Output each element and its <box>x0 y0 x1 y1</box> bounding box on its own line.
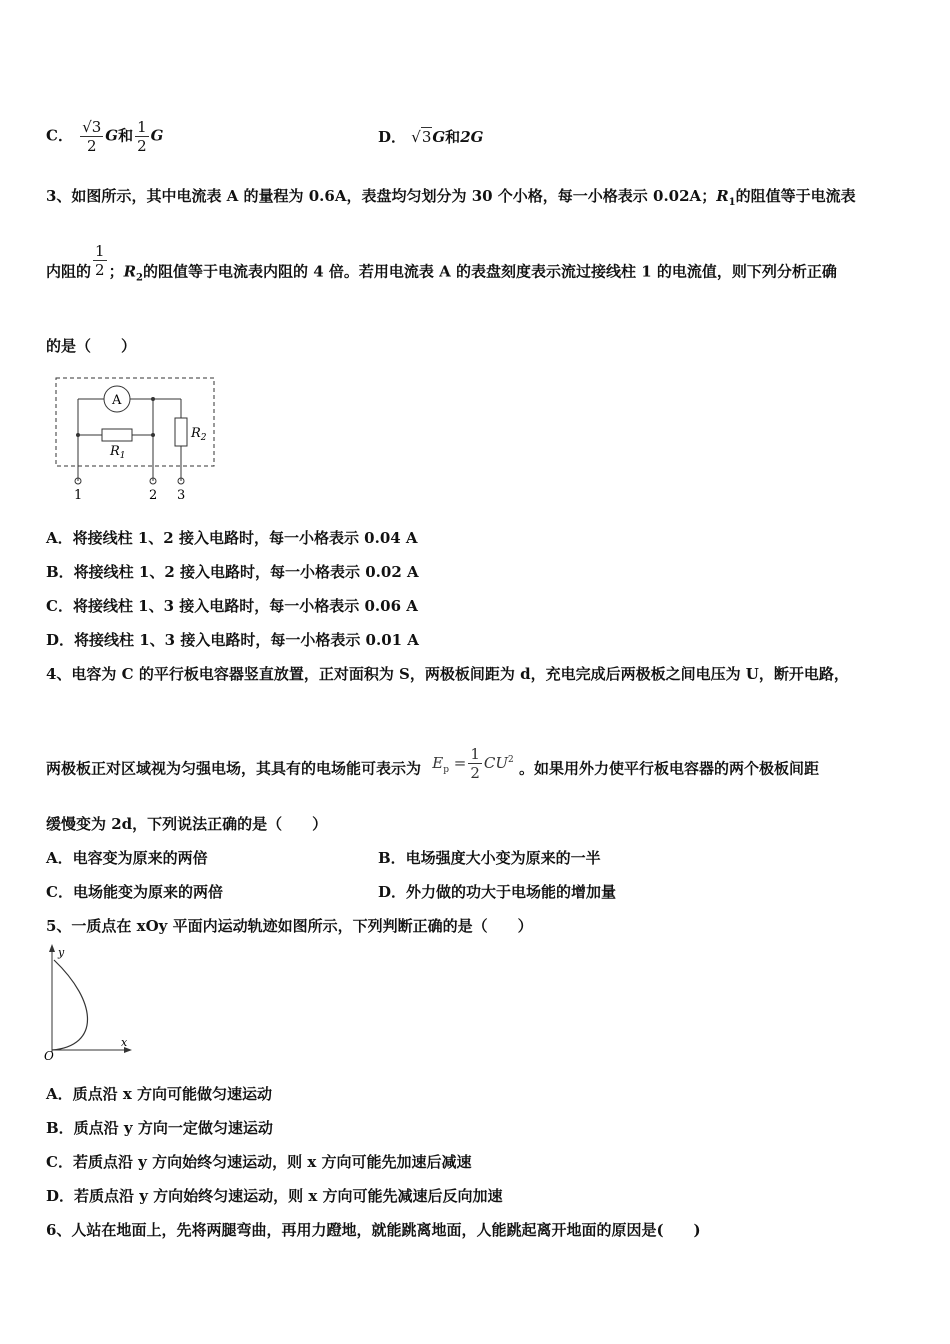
fraction: $\frac{√3}{2}$ <box>82 118 102 155</box>
q5-option-d: D．若质点沿 y 方向始终匀速运动，则 x 方向可能先减速后反向加速 <box>46 1187 503 1205</box>
energy-formula: $E_p$ = $\frac{1}{2}$ $CU^2$ <box>432 745 514 782</box>
circuit-diagram <box>52 373 222 505</box>
q4-option-d: D．外力做的功大于电场能的增加量 <box>378 883 617 901</box>
fraction: $\frac{1}{2}$ <box>95 242 105 279</box>
q4-option-b: B．电场强度大小变为原来的一半 <box>378 849 601 867</box>
terminal-1-label: 1 <box>74 488 83 503</box>
y-axis-arrow-icon <box>49 944 55 952</box>
q5-option-c: C．若质点沿 y 方向始终匀速运动，则 x 方向可能先加速后减速 <box>46 1153 472 1171</box>
sqrt: √3 <box>411 128 432 146</box>
x-label: x <box>121 1036 128 1049</box>
r2-label: $R_2$ <box>191 426 207 443</box>
q3-option-b: B．将接线柱 1、2 接入电路时，每一小格表示 0.02 A <box>46 563 419 581</box>
dashed-box <box>56 378 214 466</box>
q3-stem-line2: 内阻的 $\frac{1}{2}$ ；$R_2$的阻值等于电流表内阻的 4 倍。若用电流表 A 的表盘刻度表示流过接线柱 1 的电流值，则下列分析正确 <box>46 242 837 284</box>
terminal-2-label: 2 <box>149 488 158 503</box>
q4-option-c: C．电场能变为原来的两倍 <box>46 883 223 901</box>
q5-option-a: A．质点沿 x 方向可能做匀速运动 <box>46 1085 273 1103</box>
q5-stem: 5、一质点在 xOy 平面内运动轨迹如图所示，下列判断正确的是（ ） <box>46 917 533 935</box>
resistor-r1-icon <box>102 429 132 441</box>
q6-stem: 6、人站在地面上，先将两腿弯曲，再用力蹬地，就能跳离地面，人能跳起离开地面的原因是( ) <box>46 1221 701 1239</box>
q3-option-c: C．将接线柱 1、3 接入电路时，每一小格表示 0.06 A <box>46 597 418 615</box>
q3-option-d: D．将接线柱 1、3 接入电路时，每一小格表示 0.01 A <box>46 631 419 649</box>
junction-dot <box>151 397 155 401</box>
y-label: y <box>58 946 65 959</box>
q4-option-a: A．电容变为原来的两倍 <box>46 849 208 867</box>
fraction: $\frac{1}{2}$ <box>470 745 480 782</box>
q2-option-c: C． $\frac{√3}{2}$ G和 $\frac{1}{2}$ G <box>46 118 164 155</box>
trajectory-curve <box>52 960 88 1050</box>
q5-option-b: B．质点沿 y 方向一定做匀速运动 <box>46 1119 273 1137</box>
q2-option-d: D． √3G和2G <box>378 128 484 146</box>
origin-label: O <box>44 1049 54 1063</box>
terminal-3-label: 3 <box>177 488 186 503</box>
q3-stem-line1: 3、如图所示，其中电流表 A 的量程为 0.6A，表盘均匀划分为 30 个小格，每一小格表示 0.02A；$R_1$的阻值等于电流表 <box>46 187 856 208</box>
q3-stem-line3: 的是（ ） <box>46 337 137 355</box>
ammeter-label: A <box>112 393 122 408</box>
trajectory-diagram <box>40 942 140 1064</box>
q3-option-a: A．将接线柱 1、2 接入电路时，每一小格表示 0.04 A <box>46 529 418 547</box>
r1-label: $R_1$ <box>110 444 126 461</box>
q4-stem-line3: 缓慢变为 2d，下列说法正确的是（ ） <box>46 815 328 833</box>
fraction: $\frac{1}{2}$ <box>137 118 147 155</box>
q4-stem-line2: 两极板正对区域视为匀强电场，其具有的电场能可表示为 $E_p$ = $\frac{1}{2}$ $CU^2$ 。如果用外力使平行板电容器的两个极板间距 <box>46 745 819 782</box>
junction-dot <box>151 433 155 437</box>
q4-stem-line1: 4、电容为 C 的平行板电容器竖直放置，正对面积为 S，两极板间距为 d，充电完成后两极板之间电压为 U，断开电路， <box>46 665 849 683</box>
resistor-r2-icon <box>175 418 187 446</box>
